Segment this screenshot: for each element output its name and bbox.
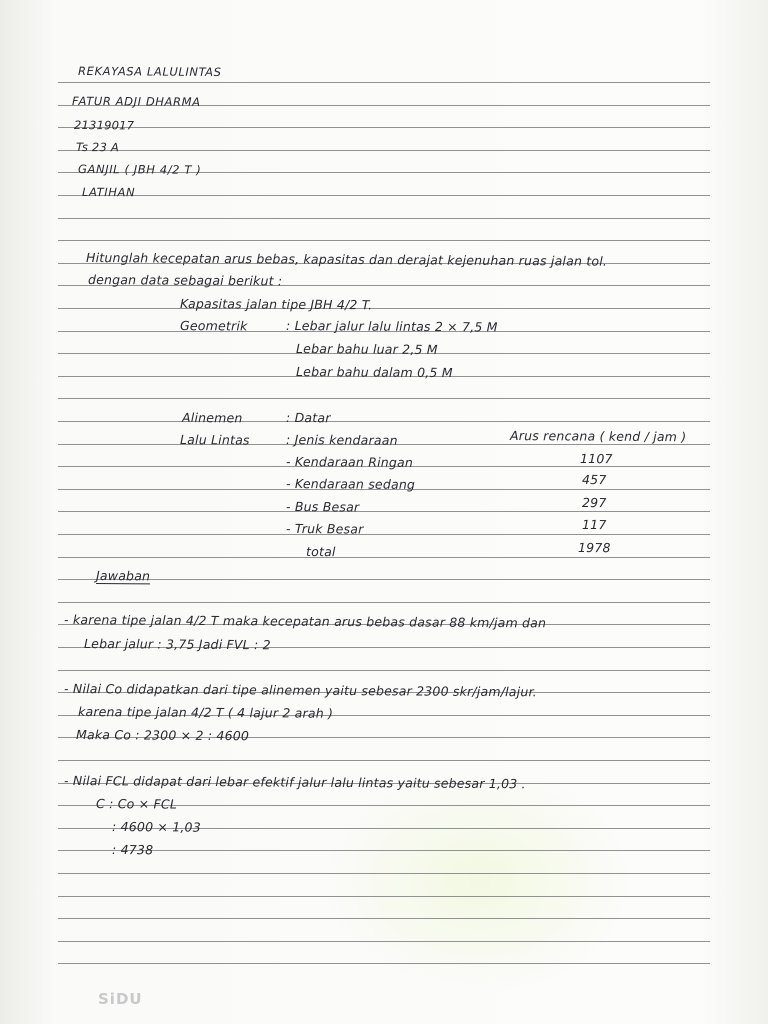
ruled-line (58, 963, 710, 964)
vehicle-flow: 457 (582, 472, 607, 488)
geometry-inner-shoulder: Lebar bahu dalam 0,5 M (296, 364, 453, 381)
answer-line-5: Maka Co : 2300 × 2 : 4600 (76, 727, 250, 744)
capacity-type: Kapasitas jalan tipe JBH 4/2 T. (180, 296, 373, 313)
ruled-line (58, 579, 710, 580)
vehicle-name: - Bus Besar (286, 499, 360, 515)
geometry-label: Geometrik (180, 318, 248, 334)
answer-line-3: - Nilai Co didapatkan dari tipe alinemen yaitu sebesar 2300 skr/jam/lajur. (64, 681, 537, 700)
total-label: total (306, 544, 336, 560)
student-id: 21319017 (74, 118, 135, 133)
answer-line-7: C : Co × FCL (96, 796, 178, 812)
ruled-line (58, 421, 710, 422)
ruled-line (58, 127, 710, 128)
ruled-line (58, 534, 710, 535)
answer-line-1: - karena tipe jalan 4/2 T maka kecepatan arus bebas dasar 88 km/jam dan (64, 612, 547, 631)
vehicle-flow: 297 (582, 495, 607, 511)
ruled-line (58, 760, 710, 761)
ruled-line (58, 557, 710, 558)
vehicle-name: - Truk Besar (286, 521, 364, 537)
vehicle-flow: 1107 (580, 451, 613, 467)
ruled-line (58, 896, 710, 897)
problem-line-2: dengan data sebagai berikut : (88, 272, 283, 289)
class-code: Ts 23 A (76, 140, 119, 155)
watermark-logo: SiDU (98, 990, 143, 1008)
vehicle-type-header: : Jenis kendaraan (286, 432, 398, 448)
alignment-value: : Datar (286, 410, 331, 426)
ruled-line (58, 82, 710, 83)
ruled-line (58, 308, 710, 309)
ruled-line (58, 218, 710, 219)
ruled-line (58, 602, 710, 603)
answer-line-6: - Nilai FCL didapat dari lebar efektif jalur lalu lintas yaitu sebesar 1,03 . (64, 773, 526, 792)
exercise-title: LATIHAN (82, 185, 136, 200)
vehicle-flow: 117 (582, 517, 607, 533)
vehicle-name: - Kendaraan Ringan (286, 454, 414, 470)
ruled-line (58, 195, 710, 196)
ruled-line (58, 511, 710, 512)
ruled-line (58, 918, 710, 919)
total-flow: 1978 (578, 540, 611, 556)
ruled-line (58, 240, 710, 241)
answer-line-8: : 4600 × 1,03 (112, 819, 201, 835)
ruled-line (58, 150, 710, 151)
ruled-line (58, 670, 710, 671)
alignment-label: Alinemen (182, 410, 243, 426)
course-title: REKAYASA LALULINTAS (78, 64, 222, 80)
student-name: FATUR ADJI DHARMA (72, 94, 201, 109)
vehicle-name: - Kendaraan sedang (286, 476, 416, 492)
ruled-line (58, 873, 710, 874)
answer-line-4: karena tipe jalan 4/2 T ( 4 lajur 2 arah ) (78, 704, 334, 721)
ruled-line (58, 398, 710, 399)
ruled-line (58, 850, 710, 851)
semester-type: GANJIL ( JBH 4/2 T ) (78, 162, 202, 177)
flow-header: Arus rencana ( kend / jam ) (510, 428, 687, 445)
ruled-line (58, 941, 710, 942)
answer-line-9: : 4738 (112, 842, 154, 858)
geometry-lane-width: : Lebar jalur lalu lintas 2 × 7,5 M (286, 318, 498, 335)
answer-heading: Jawaban (96, 568, 151, 584)
traffic-label: Lalu Lintas (180, 432, 250, 448)
geometry-outer-shoulder: Lebar bahu luar 2,5 M (296, 341, 438, 357)
answer-line-2: Lebar jalur : 3,75 Jadi FVL : 2 (84, 636, 271, 653)
problem-line-1: Hitunglah kecepatan arus bebas, kapasitas dan derajat kejenuhan ruas jalan tol. (86, 250, 608, 269)
